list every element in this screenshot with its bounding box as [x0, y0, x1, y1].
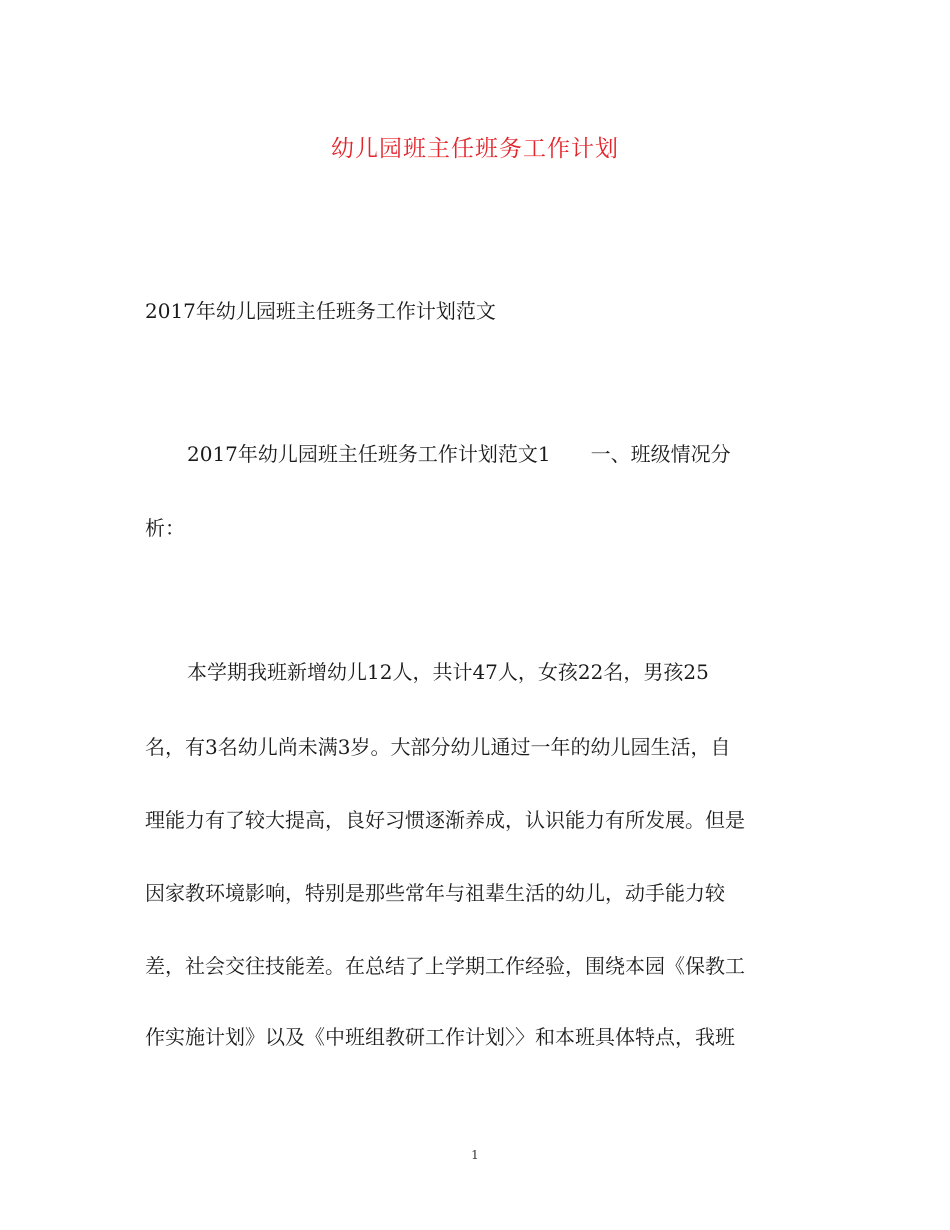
paragraph-line: 析：: [145, 516, 185, 540]
paragraph-line: 因家教环境影响，特别是那些常年与祖辈生活的幼儿，动手能力较: [145, 881, 725, 905]
paragraph-line: 2017年幼儿园班主任班务工作计划范文1 一、班级情况分: [187, 442, 731, 466]
paragraph-line: 差，社会交往技能差。在总结了上学期工作经验，围绕本园《保教工: [145, 954, 745, 978]
page-number: 1: [471, 1148, 479, 1162]
paragraph-line: 名，有3名幼儿尚未满3岁。大部分幼儿通过一年的幼儿园生活，自: [145, 735, 731, 759]
paragraph-line: 理能力有了较大提高，良好习惯逐渐养成，认识能力有所发展。但是: [145, 808, 745, 832]
document-subtitle: 2017年幼儿园班主任班务工作计划范文: [145, 299, 496, 323]
paragraph-line: 本学期我班新增幼儿12人，共计47人，女孩22名，男孩25: [187, 660, 709, 684]
paragraph-line: 作实施计划》以及《中班组教研工作计划〉〉和本班具体特点，我班: [145, 1025, 735, 1049]
document-title: 幼儿园班主任班务工作计划: [331, 136, 619, 162]
